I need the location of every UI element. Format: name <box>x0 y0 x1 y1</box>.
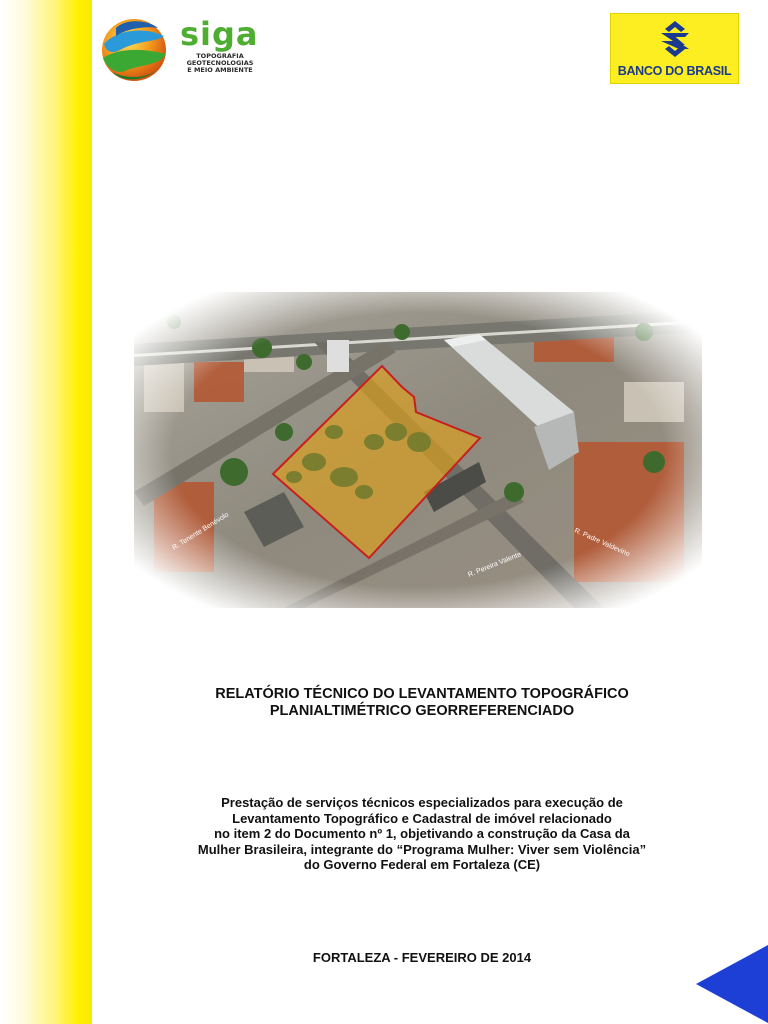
siga-globe-icon <box>98 14 170 84</box>
siga-wordmark: siga <box>180 15 259 53</box>
report-title: RELATÓRIO TÉCNICO DO LEVANTAMENTO TOPOGRÁFICO PLANIALTIMÉTRICO GEORREFERENCIADO <box>215 686 629 719</box>
aerial-site-photo <box>134 292 702 608</box>
blue-triangle-left-icon[interactable] <box>696 945 768 1023</box>
siga-logo <box>98 12 268 82</box>
banco-do-brasil-text: BANCO DO BRASIL <box>617 64 732 78</box>
banco-do-brasil-logo <box>610 13 739 84</box>
banco-do-brasil-mark-icon <box>655 19 695 59</box>
yellow-side-stripe <box>0 0 92 1024</box>
siga-tagline: TOPOGRAFIA GEOTECNOLOGIAS E MEIO AMBIENTE <box>186 52 254 74</box>
location-date: FORTALEZA - FEVEREIRO DE 2014 <box>312 950 532 965</box>
service-description: Prestação de serviços técnicos especializados para execução de Levantamento Topográfico e Cadastral de imóvel relacionado no item 2 do Documento nº 1, objetivando a construção da Casa da Mulher Brasileira, integrante do “Programa Mulher: Viver sem Violência” do Governo Federal em Fortaleza (CE) <box>197 795 647 872</box>
